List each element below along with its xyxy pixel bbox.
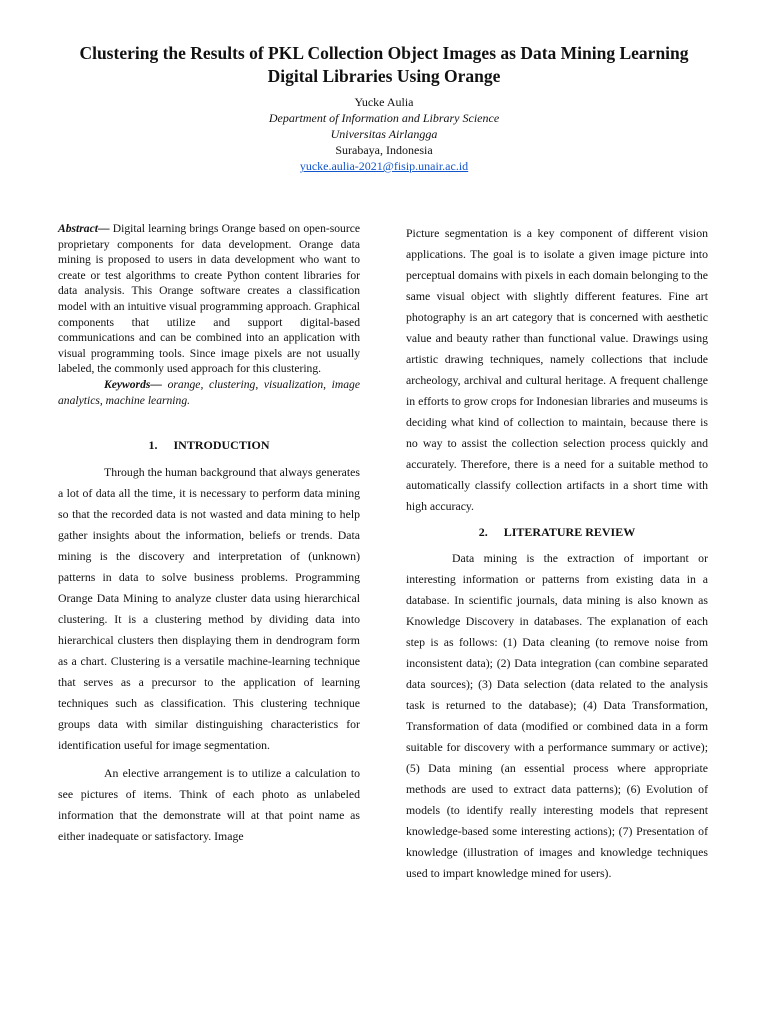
author-university: Universitas Airlangga (330, 127, 438, 141)
keywords-text: orange, clustering, visualization, image analytics, machine learning. (58, 377, 360, 407)
paper-header (40, 42, 728, 174)
left-column (58, 221, 360, 847)
abstract (58, 221, 360, 377)
author-block (40, 94, 728, 174)
keywords-label: Keywords— (104, 377, 162, 391)
introduction-paragraph-3: Picture segmentation is a key component of different vision applications. The goal is to isolate a given image picture into perceptual domains with pixels in each domain belonging to the same visual object with slightly different features. Fine art photography is an art category that is concerned with aesthetic value and beauty rather than functional value. Drawings using artistic drawing techniques, namely collections that include archeology, archival and cultural heritage. A frequent challenge in efforts to grow crops for Indonesian libraries and museums is deciding what kind of collection to maintain, because there is no way to assist the collection selection process quickly and accurately. Therefore, there is a need for a suitable method to automatically classify collection artifacts in a short time with high accuracy. (406, 226, 708, 513)
title-line-1: Clustering the Results of PKL Collection Object Images as Data Mining Learning (79, 43, 689, 63)
literature-review-paragraph-1: Data mining is the extraction of important or interesting information or patterns from existing data in a database. In scientific journals, data mining is also known as Knowledge Discovery in databases. The explanation of each step is as follows: (1) Data cleaning (to remove noise from inconsistent data); (2) Data integration (can combine separated data sources); (3) Data selection (data related to the analysis task is returned to the database); (4) Data Transformation, Transformation of data (modified or combined data in a form suitable for discovery with a performance summary or active); (5) Data mining (an essential process where appropriate methods are used to extract data patterns); (6) Evolution of models (to identify really interesting models that represent knowledge-based some interesting actions); (7) Presentation of knowledge (illustration of images and knowledge techniques used to impart knowledge mined for users). (406, 551, 708, 880)
author-name: Yucke Aulia (354, 95, 414, 109)
introduction-paragraph-1: Through the human background that always generates a lot of data all the time, it is necessary to perform data mining so that the recorded data is not wasted and data mining to help gather insights about the information, beliefs or trends. Data mining is the discovery and interpretation of (unknown) patterns in data to solve business problems. Programming Orange Data Mining to analyze cluster data using hierarchical clustering. It is a clustering method by dividing data into hierarchical clusters then displaying them in dendrogram form as a chart. Clustering is a versatile machine-learning technique that serves as a precursor to the application of learning techniques such as classification. This clustering technique groups data with similar distinguishing characteristics for identification useful for image segmentation. (58, 465, 360, 753)
abstract-label: Abstract— (58, 222, 110, 235)
right-column (406, 223, 708, 884)
introduction-heading (58, 438, 360, 453)
literature-review-number: 2. (478, 525, 488, 539)
title-line-2: Digital Libraries Using Orange (267, 66, 501, 86)
author-email-link[interactable]: yucke.aulia-2021@fisip.unair.ac.id (299, 159, 469, 173)
introduction-title: INTRODUCTION (173, 438, 270, 453)
abstract-text: Digital learning brings Orange based on open-source proprietary components for data development. Orange data mining is proposed to users in data development who want to create or test algorithms to create Python content libraries for data analysis. This Orange software creates a classification model with an intuitive visual programming approach. Graphical components that utilize and support digital-based communications and can be combined into an application with visual programming tools. Since image pixels are not usually labeled, the commonly used approach for this clustering. (58, 222, 360, 376)
keywords (58, 377, 360, 408)
literature-review-title: LITERATURE REVIEW (503, 525, 636, 539)
introduction-paragraph-2: An elective arrangement is to utilize a calculation to see pictures of items. Think of each photo as unlabeled information that the demonstrate will at that point name as either inadequate or satisfactory. Image (58, 766, 360, 844)
paper-title (40, 42, 728, 88)
author-city: Surabaya, Indonesia (335, 143, 433, 157)
author-department: Department of Information and Library Science (268, 111, 500, 125)
introduction-number: 1. (148, 438, 158, 453)
literature-review-heading (406, 525, 708, 540)
